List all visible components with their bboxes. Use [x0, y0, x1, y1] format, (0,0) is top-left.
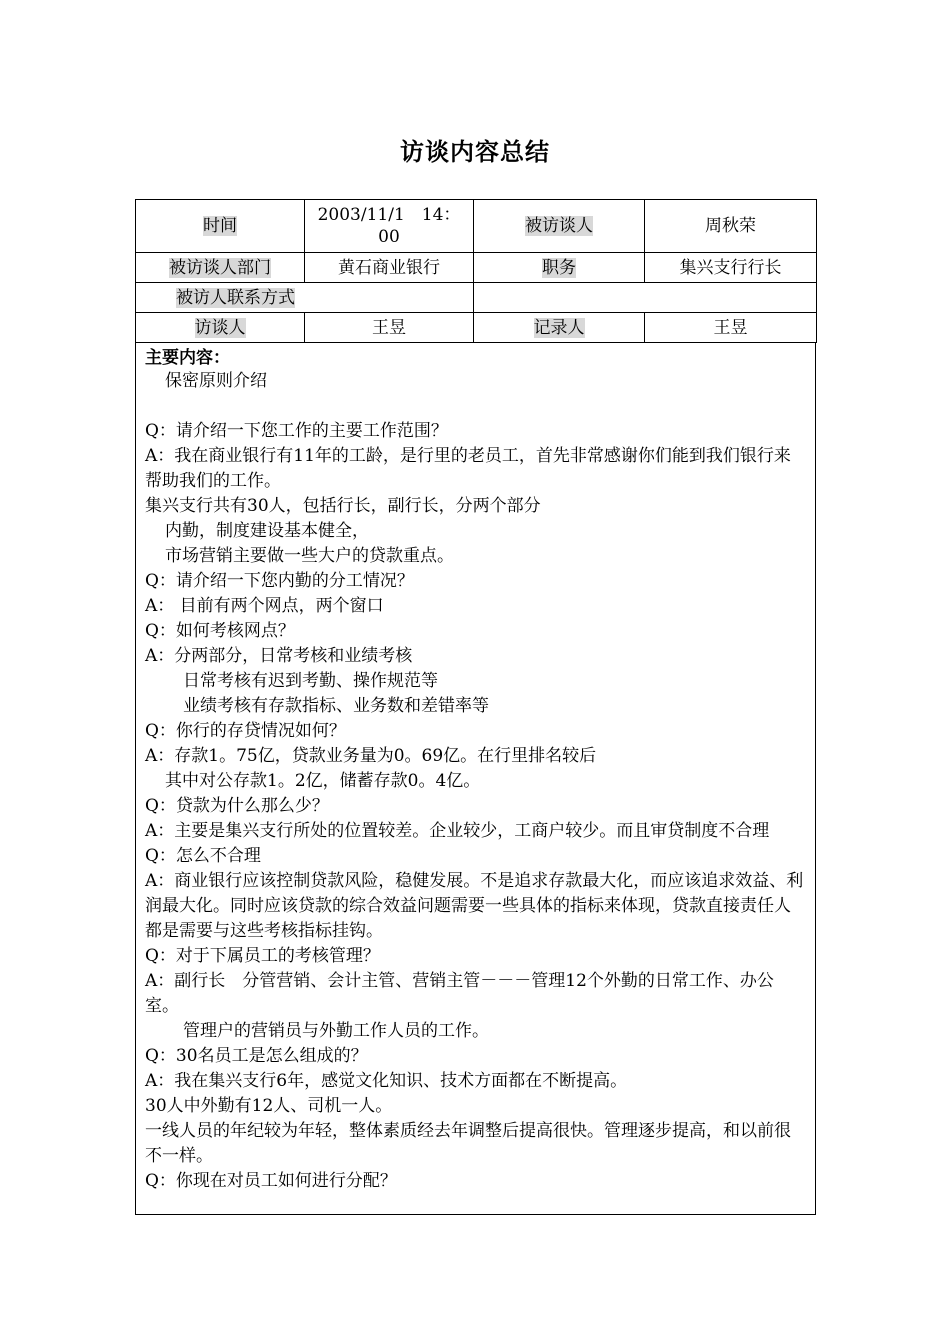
- content-line: Q：请介绍一下您工作的主要工作范围？: [145, 421, 448, 441]
- info-row-department: [136, 253, 817, 283]
- content-line: [145, 394, 807, 419]
- content-line: A：主要是集兴支行所处的位置较差。企业较少，工商户较少。而且审贷制度不合理: [145, 821, 770, 841]
- content-line: Q：你现在对员工如何进行分配？: [145, 1171, 397, 1191]
- content-line: 业绩考核有存款指标、业务数和差错率等: [183, 696, 489, 716]
- dept-value: 黄石商业银行: [305, 253, 474, 283]
- content-line: Q：怎么不合理: [145, 846, 261, 866]
- content-line: 保密原则介绍: [165, 371, 267, 391]
- interviewee-label: 被访谈人: [525, 216, 593, 236]
- content-line: Q：贷款为什么那么少？: [145, 796, 329, 816]
- position-label: 职务: [542, 257, 576, 278]
- content-line: A：存款1。75亿，贷款业务量为0。69亿。在行里排名较后: [145, 746, 597, 766]
- main-content: [135, 343, 816, 1215]
- position-value: 集兴支行行长: [645, 253, 817, 283]
- content-line: 其中对公存款1。2亿，储蓄存款0。4亿。: [165, 771, 481, 791]
- content-line: Q：30名员工是怎么组成的？: [145, 1046, 368, 1066]
- recorder-value: 王昱: [645, 313, 817, 343]
- content-line: Q：对于下属员工的考核管理？: [145, 946, 380, 966]
- interviewer-label: 访谈人: [194, 317, 246, 338]
- content-line: 管理户的营销员与外勤工作人员的工作。: [183, 1021, 489, 1041]
- content-line: Q：请介绍一下您内勤的分工情况？: [145, 571, 414, 591]
- content-line: A：分两部分，日常考核和业绩考核: [145, 646, 413, 666]
- contact-label-cell: [136, 283, 474, 313]
- content-line: 内勤，制度建设基本健全，: [165, 521, 369, 541]
- content-line: 集兴支行共有30人，包括行长，副行长，分两个部分: [145, 496, 541, 516]
- contact-value: [474, 283, 817, 313]
- interview-info-table: [135, 199, 817, 343]
- dept-label-cell: [136, 253, 305, 283]
- content-line: 市场营销主要做一些大户的贷款重点。: [165, 546, 454, 566]
- content-line: Q：如何考核网点？: [145, 621, 295, 641]
- content-line: 一线人员的年纪较为年轻，整体素质经去年调整后提高很快。管理逐步提高，和以前很不一样。: [145, 1121, 791, 1166]
- interviewee-label-cell: [474, 200, 645, 253]
- content-line: A：我在商业银行有11年的工龄，是行里的老员工，首先非常感谢你们能到我们银行来帮助我们的工作。: [145, 446, 791, 491]
- interviewer-label-cell: [136, 313, 305, 343]
- content-line: A：我在集兴支行6年，感觉文化知识、技术方面都在不断提高。: [145, 1071, 628, 1091]
- contact-label: 被访人联系方式: [176, 287, 295, 308]
- info-row-time: [136, 200, 817, 253]
- info-row-contact: [136, 283, 817, 313]
- content-line: A：商业银行应该控制贷款风险，稳健发展。不是追求存款最大化，而应该追求效益、利润最大化。同时应该贷款的综合效益问题需要一些具体的指标来体现，贷款直接责任人都是需要与这些考核指标挂钩。: [145, 871, 804, 941]
- info-row-interviewer: [136, 313, 817, 343]
- content-line: Q：你行的存贷情况如何？: [145, 721, 346, 741]
- time-label: 时间: [203, 216, 237, 236]
- position-label-cell: [474, 253, 645, 283]
- recorder-label-cell: [474, 313, 645, 343]
- time-label-cell: [136, 200, 305, 253]
- interviewee-value: 周秋荣: [645, 200, 817, 253]
- content-line: A：副行长 分管营销、会计主管、营销主管－－－管理12个外勤的日常工作、办公室。: [145, 971, 774, 1016]
- page-title: 访谈内容总结: [400, 137, 550, 166]
- content-line: 日常考核有迟到考勤、操作规范等: [183, 671, 438, 691]
- content-line: 30人中外勤有12人、司机一人。: [145, 1096, 393, 1116]
- content-heading: 主要内容：: [145, 348, 230, 368]
- content-line: A： 目前有两个网点，两个窗口: [145, 596, 384, 616]
- recorder-label: 记录人: [533, 317, 585, 338]
- interviewer-value: 王昱: [305, 313, 474, 343]
- time-value: 2003/11/1 14：00: [305, 200, 474, 253]
- dept-label: 被访谈人部门: [169, 257, 271, 278]
